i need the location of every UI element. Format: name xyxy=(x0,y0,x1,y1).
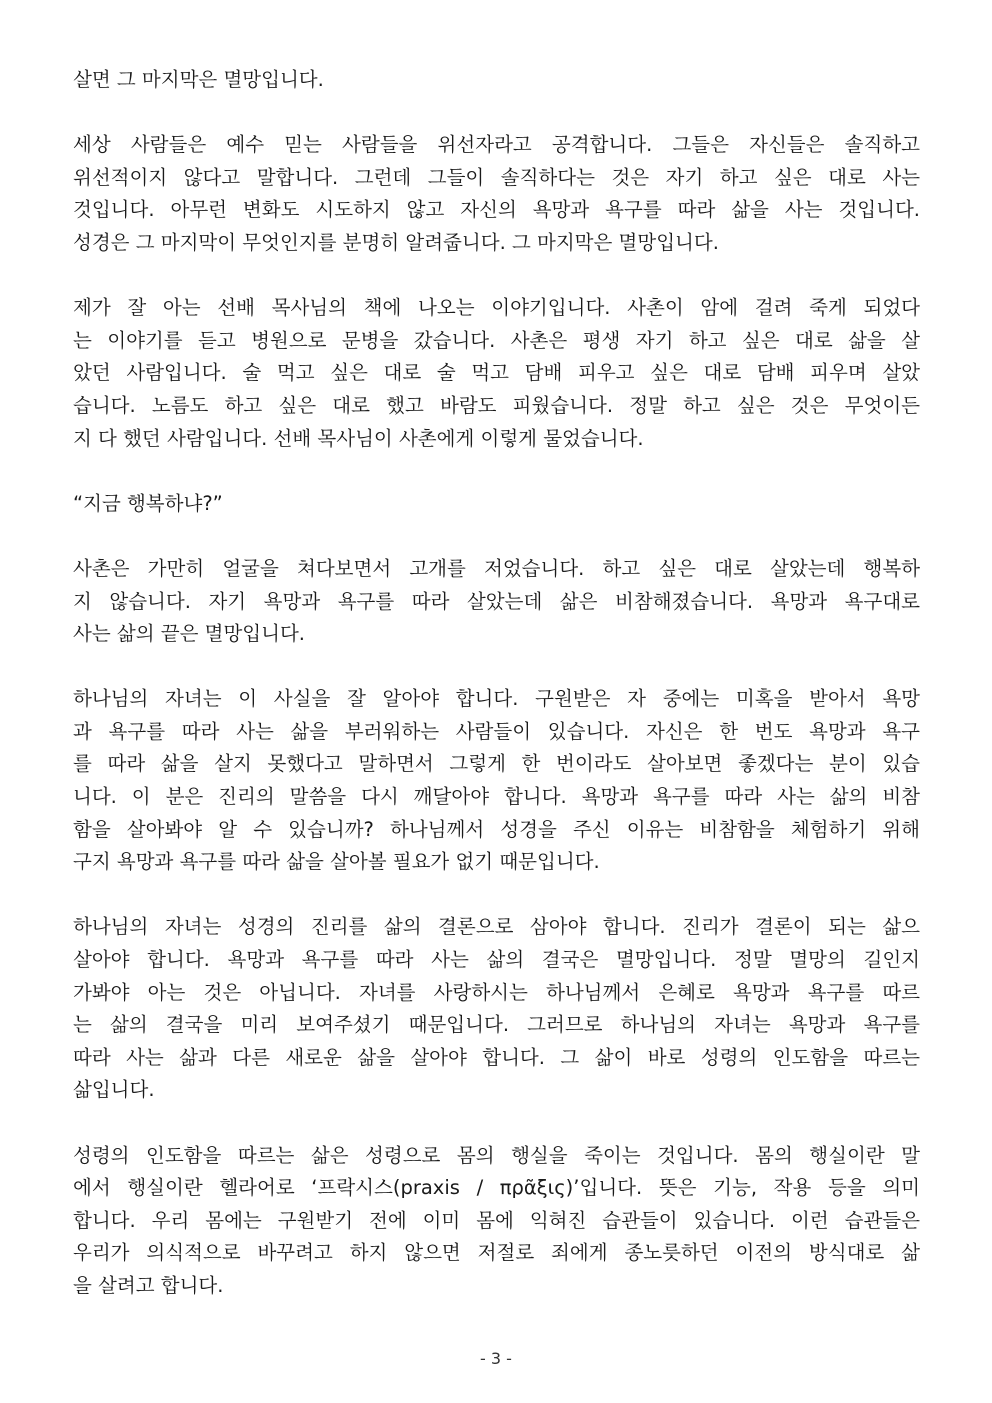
text-line: 았던 사람입니다. 술 먹고 싶은 대로 술 먹고 담배 피우고 싶은 대로 담배 피우며 살았 xyxy=(73,361,920,385)
text-line: 는 이야기를 듣고 병원으로 문병을 갔습니다. 사촌은 평생 자기 하고 싶은 대로 삶을 살 xyxy=(73,328,920,352)
text-line: 성경은 그 마지막이 무엇인지를 분명히 알려줍니다. 그 마지막은 멸망입니다. xyxy=(73,230,719,254)
text-line: 세상 사람들은 예수 믿는 사람들을 위선자라고 공격합니다. 그들은 자신들은 솔직하고 xyxy=(73,133,920,157)
paragraph xyxy=(73,64,920,97)
text-line: 함을 살아봐야 알 수 있습니까? 하나님께서 성경을 주신 이유는 비참함을 체험하기 위해 xyxy=(73,817,920,841)
text-line: 는 삶의 결국을 미리 보여주셨기 때문입니다. 그러므로 하나님의 자녀는 욕망과 욕구를 xyxy=(73,1013,920,1037)
text-line: 위선적이지 않다고 말합니다. 그런데 그들이 솔직하다는 것은 자기 하고 싶은 대로 사는 xyxy=(73,165,920,189)
paragraph xyxy=(73,911,920,1107)
paragraph xyxy=(73,683,920,879)
text-line: 성령의 인도함을 따르는 삶은 성령으로 몸의 행실을 죽이는 것입니다. 몸의 행실이란 말 xyxy=(73,1143,920,1167)
paragraph xyxy=(73,292,920,455)
text-line: 제가 잘 아는 선배 목사님의 책에 나오는 이야기입니다. 사촌이 암에 걸려 죽게 되었다 xyxy=(73,296,920,320)
text-line: 살아야 합니다. 욕망과 욕구를 따라 사는 삶의 결국은 멸망입니다. 정말 멸망의 길인지 xyxy=(73,948,920,972)
text-line: 를 따라 삶을 살지 못했다고 말하면서 그렇게 한 번이라도 살아보면 좋겠다는 분이 있습 xyxy=(73,752,920,776)
paragraph xyxy=(73,488,920,521)
text-line: 습니다. 노름도 하고 싶은 대로 했고 바람도 피웠습니다. 정말 하고 싶은 것은 무엇이든 xyxy=(73,393,920,417)
text-line: 지 다 했던 사람입니다. 선배 목사님이 사촌에게 이렇게 물었습니다. xyxy=(73,426,644,450)
text-line: 따라 사는 삶과 다른 새로운 삶을 살아야 합니다. 그 삶이 바로 성령의 인도함을 따르는 xyxy=(73,1045,920,1069)
paragraph xyxy=(73,1140,920,1303)
page-number: - 3 - xyxy=(480,1349,512,1368)
body-text xyxy=(73,64,920,1335)
text-line: 가봐야 아는 것은 아닙니다. 자녀를 사랑하시는 하나님께서 은혜로 욕망과 욕구를 따르 xyxy=(73,980,920,1004)
text-line: 사는 삶의 끝은 멸망입니다. xyxy=(73,622,306,646)
text-line: 을 살려고 합니다. xyxy=(73,1273,224,1297)
text-line: 합니다. 우리 몸에는 구원받기 전에 이미 몸에 익혀진 습관들이 있습니다. 이런 습관들은 xyxy=(73,1208,920,1232)
text-line: 우리가 의식적으로 바꾸려고 하지 않으면 저절로 죄에게 종노릇하던 이전의 방식대로 삶 xyxy=(73,1241,920,1265)
text-line: 구지 욕망과 욕구를 따라 삶을 살아볼 필요가 없기 때문입니다. xyxy=(73,850,600,874)
text-line: 니다. 이 분은 진리의 말씀을 다시 깨달아야 합니다. 욕망과 욕구를 따라 사는 삶의 비참 xyxy=(73,785,920,809)
paragraph xyxy=(73,129,920,259)
text-line: 삶입니다. xyxy=(73,1078,155,1102)
paragraph xyxy=(73,553,920,651)
text-line: 지 않습니다. 자기 욕망과 욕구를 따라 살았는데 삶은 비참해졌습니다. 욕망과 욕구대로 xyxy=(73,589,920,613)
text-line: 하나님의 자녀는 성경의 진리를 삶의 결론으로 삼아야 합니다. 진리가 결론이 되는 삶으 xyxy=(73,915,920,939)
text-line: 것입니다. 아무런 변화도 시도하지 않고 자신의 욕망과 욕구를 따라 삶을 사는 것입니다. xyxy=(73,198,920,222)
text-line: 하나님의 자녀는 이 사실을 잘 알아야 합니다. 구원받은 자 중에는 미혹을 받아서 욕망 xyxy=(73,687,920,711)
text-line: “지금 행복하냐?” xyxy=(73,491,223,515)
text-line: 사촌은 가만히 얼굴을 쳐다보면서 고개를 저었습니다. 하고 싶은 대로 살았는데 행복하 xyxy=(73,556,920,580)
text-line: 과 욕구를 따라 사는 삶을 부러워하는 사람들이 있습니다. 자신은 한 번도 욕망과 욕구 xyxy=(73,719,920,743)
text-line: 에서 행실이란 헬라어로 ‘프락시스(praxis / πρᾶξις)’입니다. 뜻은 기능, 작용 등을 의미 xyxy=(73,1176,920,1200)
text-line: 살면 그 마지막은 멸망입니다. xyxy=(73,68,324,91)
